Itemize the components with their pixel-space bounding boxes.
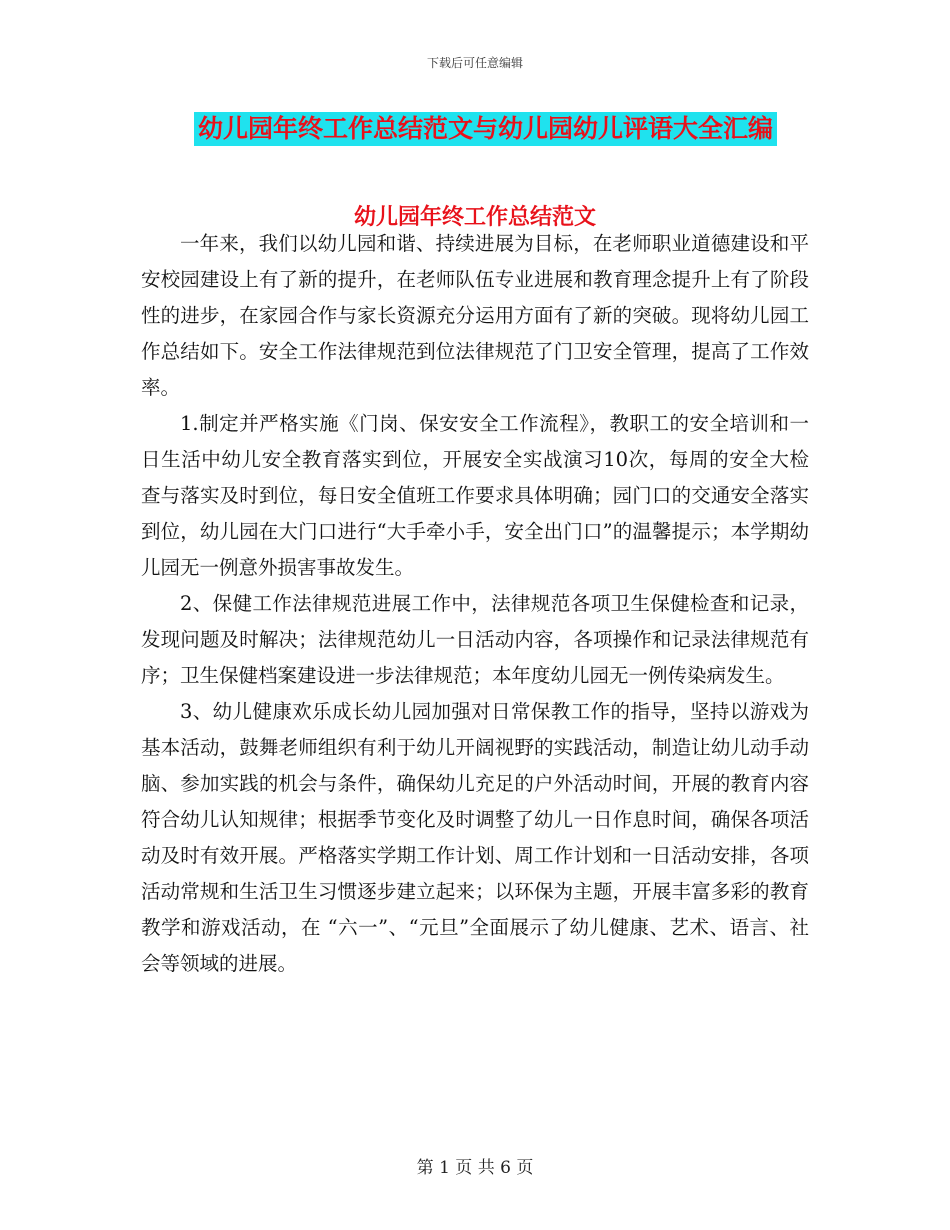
section-title: 幼儿园年终工作总结范文 xyxy=(353,205,596,230)
paragraph: 一年来，我们以幼儿园和谐、持续进展为目标，在老师职业道德建设和平安校园建设上有了新的提升，在老师队伍专业进展和教育理念提升上有了阶段性的进步，在家园合作与家长资源充分运用方面有了新的突破。现将幼儿园工作总结如下。安全工作法律规范到位法律规范了门卫安全管理，提高了工作效率。 xyxy=(141,232,809,399)
header-note: 下载后可任意编辑 xyxy=(426,56,523,70)
paragraph: 2、保健工作法律规范进展工作中，法律规范各项卫生保健检查和记录，发现问题及时解决；法律规范幼儿一日活动内容，各项操作和记录法律规范有序；卫生保健档案建设进一步法律规范；本年度幼儿园无一例传染病发生。 xyxy=(141,592,809,687)
page-footer: 第 1 页 共 6 页 xyxy=(416,1158,534,1178)
paragraph: 3、幼儿健康欢乐成长幼儿园加强对日常保教工作的指导，坚持以游戏为基本活动，鼓舞老师组织有利于幼儿开阔视野的实践活动，制造让幼儿动手动脑、参加实践的机会与条件，确保幼儿充足的户外活动时间，开展的教育内容符合幼儿认知规律；根据季节变化及时调整了幼儿一日作息时间，确保各项活动及时有效开展。严格落实学期工作计划、周工作计划和一日活动安排，各项活动常规和生活卫生习惯逐步建立起来；以环保为主题，开展丰富多彩的教育教学和游戏活动，在 “六一”、“元旦”全面展示了幼儿健康、艺术、语言、社会等领域的进展。 xyxy=(141,700,809,975)
paragraph: 1.制定并严格实施《门岗、保安安全工作流程》，教职工的安全培训和一日生活中幼儿安全教育落实到位，开展安全实战演习10次，每周的安全大检查与落实及时到位，每日安全值班工作要求具体明确；园门口的交通安全落实到位，幼儿园在大门口进行“大手牵小手，安全出门口”的温馨提示；本学期幼儿园无一例意外损害事故发生。 xyxy=(141,412,809,579)
document-title: 幼儿园年终工作总结范文与幼儿园幼儿评语大全汇编 xyxy=(194,112,777,146)
document-body xyxy=(141,226,809,982)
